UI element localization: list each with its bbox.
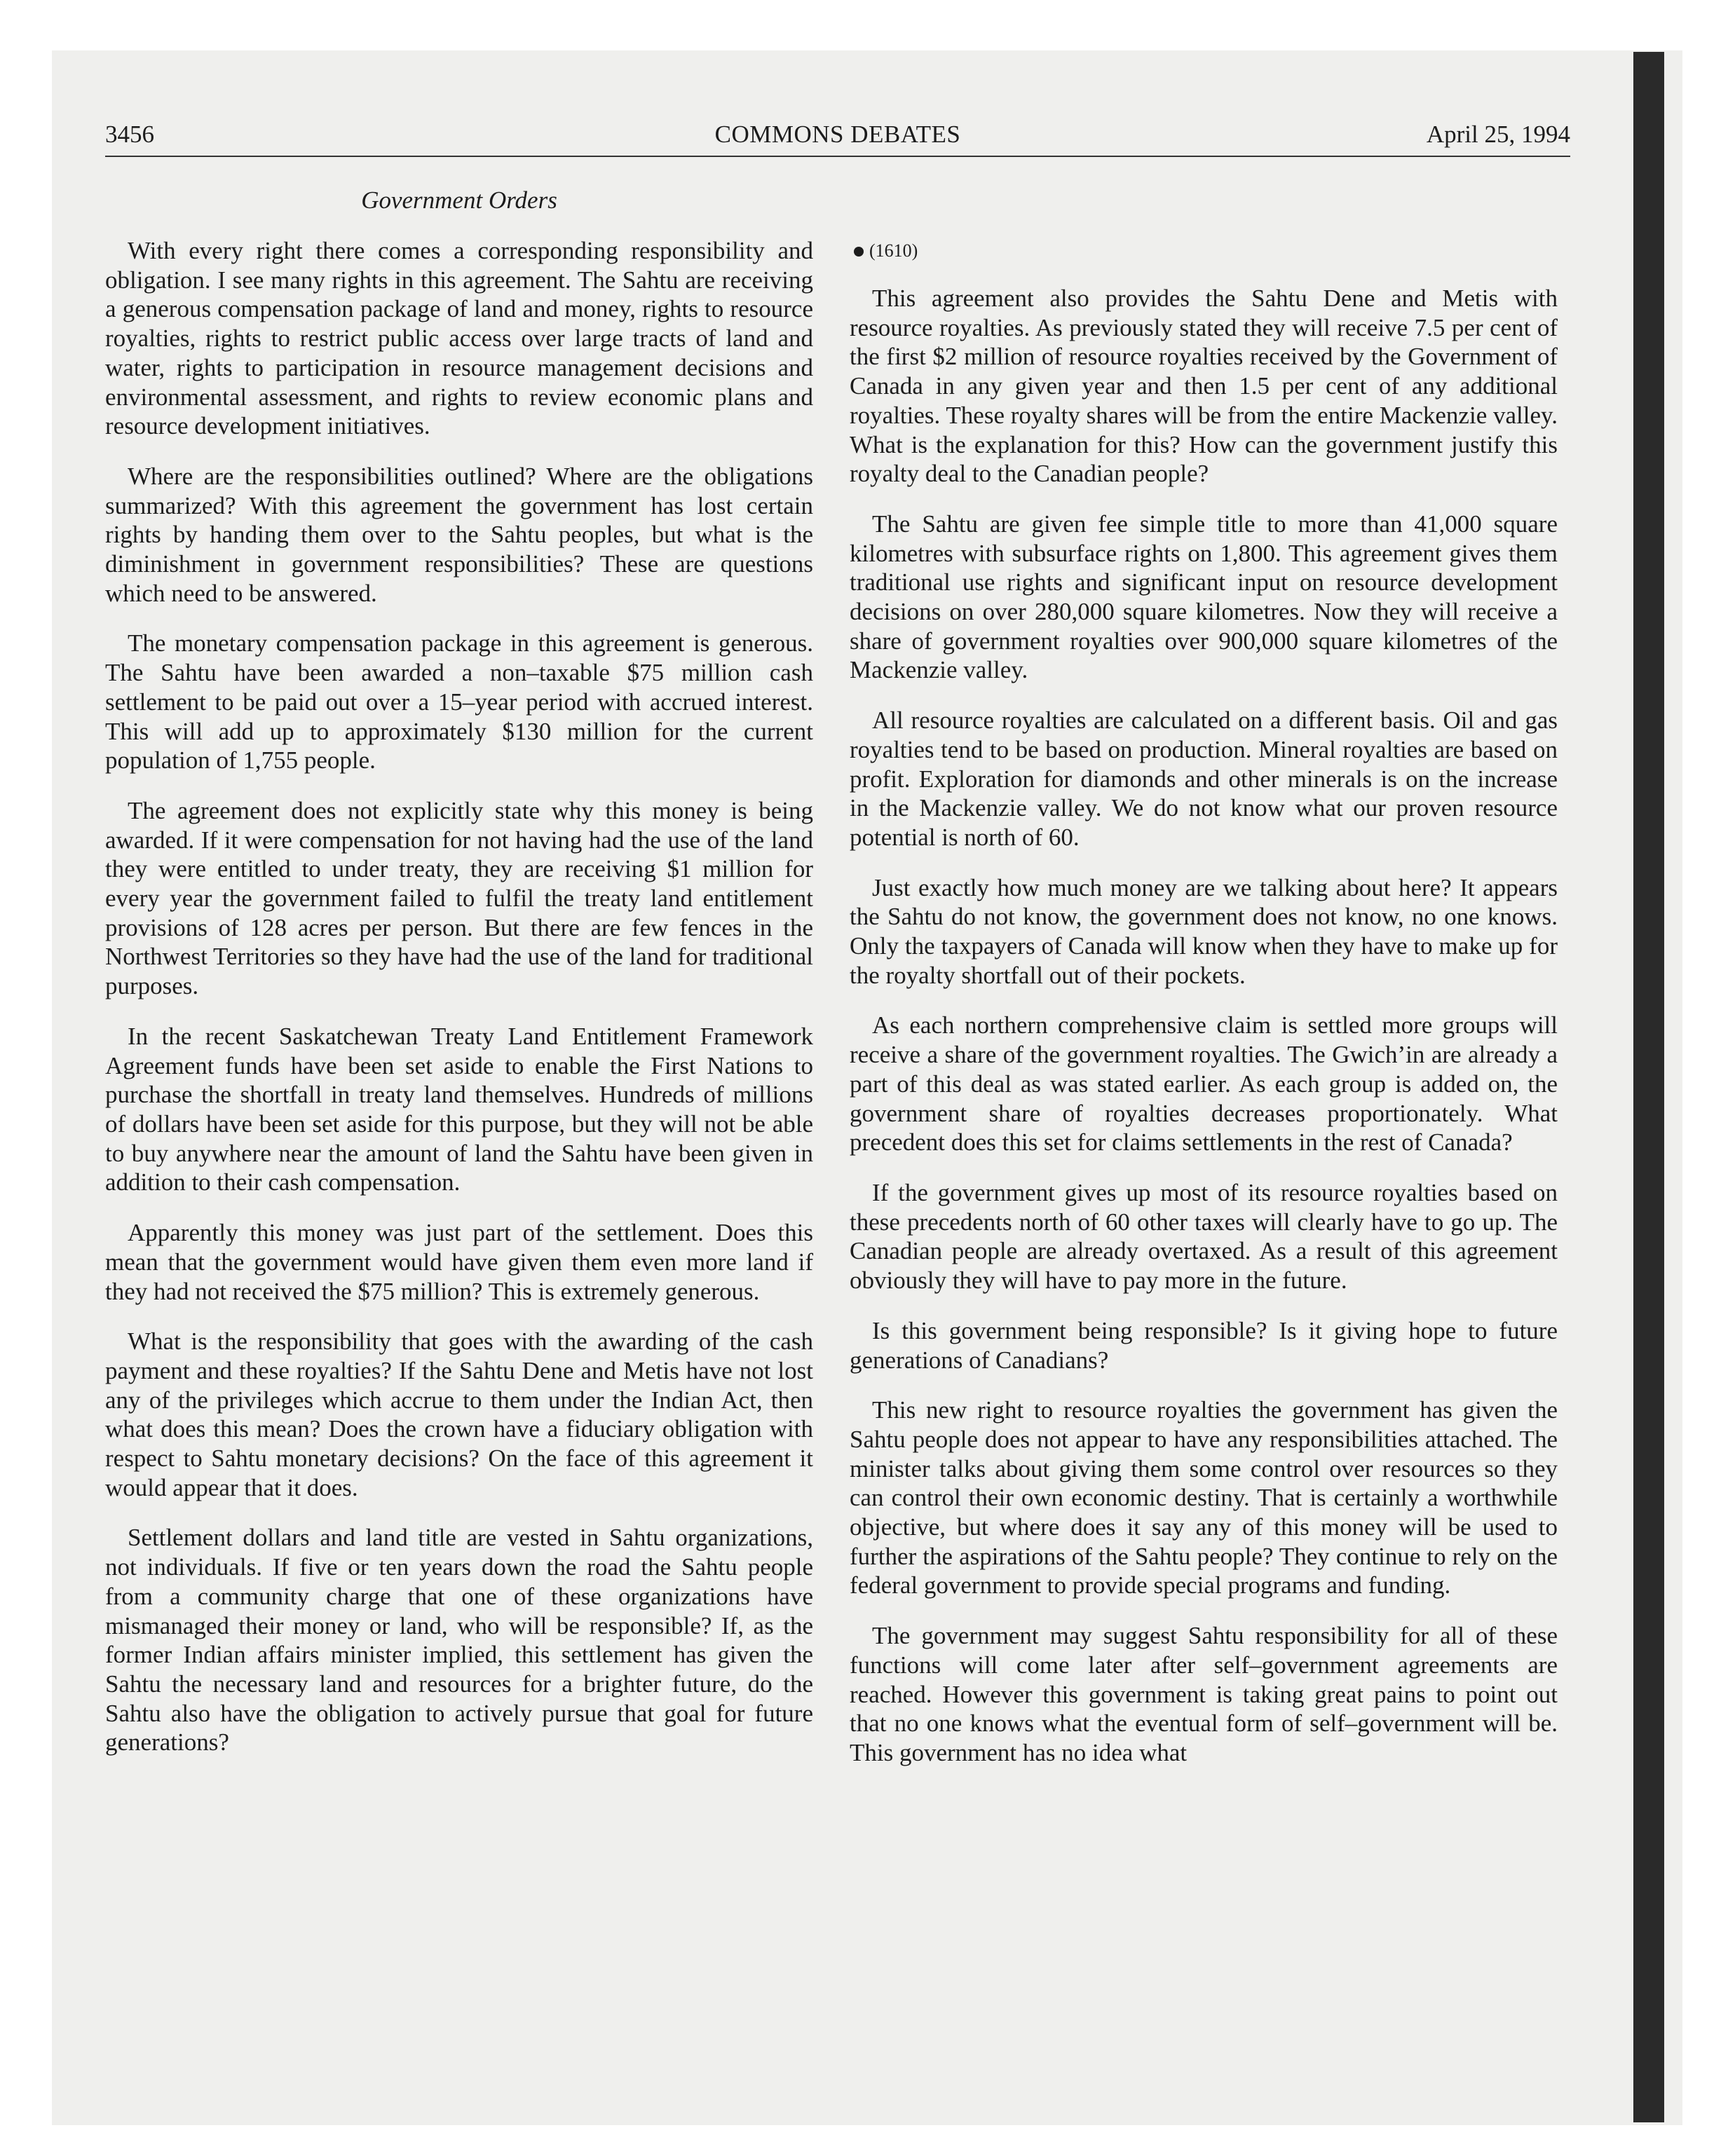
paragraph: The government may suggest Sahtu responsibility for all of these functions will come later after self–government agreements are reached. However this government is taking great pains to point out that no one knows what the eventual form of self–government will be. This government has no idea what [850,1622,1558,1766]
section-title: Government Orders [361,186,557,214]
paragraph: As each northern comprehensive claim is settled more groups will receive a share of the government royalties. The Gwich’in are already a part of this deal as was stated earlier. As each group is added on, the government share of royalties decreases proportionately. What precedent does this set for claims settlements in the rest of Canada? [850,1011,1558,1157]
running-header [105,118,1570,151]
right-column [850,236,1558,1768]
timestamp-marker [850,236,1558,266]
paragraph: Is this government being responsible? Is it giving hope to future generations of Canadians? [850,1316,1558,1374]
paragraph: Where are the responsibilities outlined? Where are the obligations summarized? With this agreement the government has lost certain rights by handing them over to the Sahtu peoples, but what is the diminishment in government responsibilities? These are questions which need to be answered. [105,462,813,607]
header-rule [105,156,1570,157]
paragraph: This new right to resource royalties the government has given the Sahtu people does not appear to have any responsibilities attached. The minister talks about giving them some control over resources so they can control their own economic destiny. That is certainly a worthwhile objective, but where does it say any of this money will be used to further the aspirations of the Sahtu people? They continue to rely on the federal government to provide special programs and funding. [850,1396,1558,1599]
bullet-icon [854,247,864,257]
paragraph: The monetary compensation package in this agreement is generous. The Sahtu have been awarded a non–taxable $75 million cash settlement to be paid out over a 15–year period with accrued interest. This will add up to approximately $130 million for the current population of 1,755 people. [105,629,813,775]
paragraph: Just exactly how much money are we talking about here? It appears the Sahtu do not know, the government does not know, no one knows. Only the taxpayers of Canada will know when they have to make up for the royalty shortfall out of their pockets. [850,873,1558,989]
paragraph: With every right there comes a corresponding responsibility and obligation. I see many rights in this agreement. The Sahtu are receiving a generous compensation package of land and money, rights to resource royalties, rights to restrict public access over large tracts of land and water, rights to participation in resource management decisions and environmental assessment, and rights to review economic plans and resource development initiatives. [105,237,813,440]
paragraph: If the government gives up most of its resource royalties based on these precedents north of 60 other taxes will clearly have to go up. The Canadian people are already overtaxed. As a result of this agreement obviously they will have to pay more in the future. [850,1178,1558,1295]
paragraph: Apparently this money was just part of the settlement. Does this mean that the government would have given them even more land if they had not received the $75 million? This is extremely generous. [105,1219,813,1305]
timestamp: (1610) [869,240,918,261]
paragraph: The agreement does not explicitly state why this money is being awarded. If it were compensation for not having had the use of the land they were entitled to under treaty, they are receiving $1 million for every year the government failed to fulfil the treaty land entitlement provisions of 128 acres per person. But there are few fences in the Northwest Territories so they have had the use of the land for traditional purposes. [105,796,813,1000]
page-number: 3456 [105,121,154,148]
paragraph: All resource royalties are calculated on a different basis. Oil and gas royalties tend to be based on production. Mineral royalties are based on profit. Exploration for diamonds and other minerals is on the increase in the Mackenzie valley. We do not know what our proven resource potential is north of 60. [850,707,1558,851]
paragraph: The Sahtu are given fee simple title to more than 41,000 square kilometres with subsurface rights on 1,800. This agreement gives them traditional use rights and significant input on resource development decisions on over 280,000 square kilometres. Now they will receive a share of government royalties over 900,000 square kilometres of the Mackenzie valley. [850,510,1558,684]
publication-title: COMMONS DEBATES [714,121,961,148]
scan-edge-bar [1633,52,1664,2122]
paragraph: Settlement dollars and land title are vested in Sahtu organizations, not individuals. If five or ten years down the road the Sahtu people from a community charge that one of these organizations have mismanaged their money or land, who will be responsible? If, as the former Indian affairs minister implied, this settlement has given the Sahtu the necessary land and resources for a brighter future, do the Sahtu also have the obligation to actively pursue that goal for future generations? [105,1524,813,1756]
header-date: April 25, 1994 [1426,121,1570,148]
paragraph: This agreement also provides the Sahtu Dene and Metis with resource royalties. As previously stated they will receive 7.5 per cent of the first $2 million of resource royalties received by the Government of Canada in any given year and then 1.5 per cent of any additional royalties. These royalty shares will be from the entire Mackenzie valley. What is the explanation for this? How can the government justify this royalty deal to the Canadian people? [850,285,1558,488]
paragraph: In the recent Saskatchewan Treaty Land Entitlement Framework Agreement funds have been set aside to enable the First Nations to purchase the shortfall in treaty land themselves. Hundreds of millions of dollars have been set aside for this purpose, but they will not be able to buy anywhere near the amount of land the Sahtu have been given in addition to their cash compensation. [105,1022,813,1196]
left-column [105,236,813,1757]
paragraph: What is the responsibility that goes with the awarding of the cash payment and these royalties? If the Sahtu Dene and Metis have not lost any of the privileges which accrue to them under the Indian Act, then what does this mean? Does the crown have a fiduciary obligation with respect to Sahtu monetary decisions? On the face of this agreement it would appear that it does. [105,1328,813,1501]
